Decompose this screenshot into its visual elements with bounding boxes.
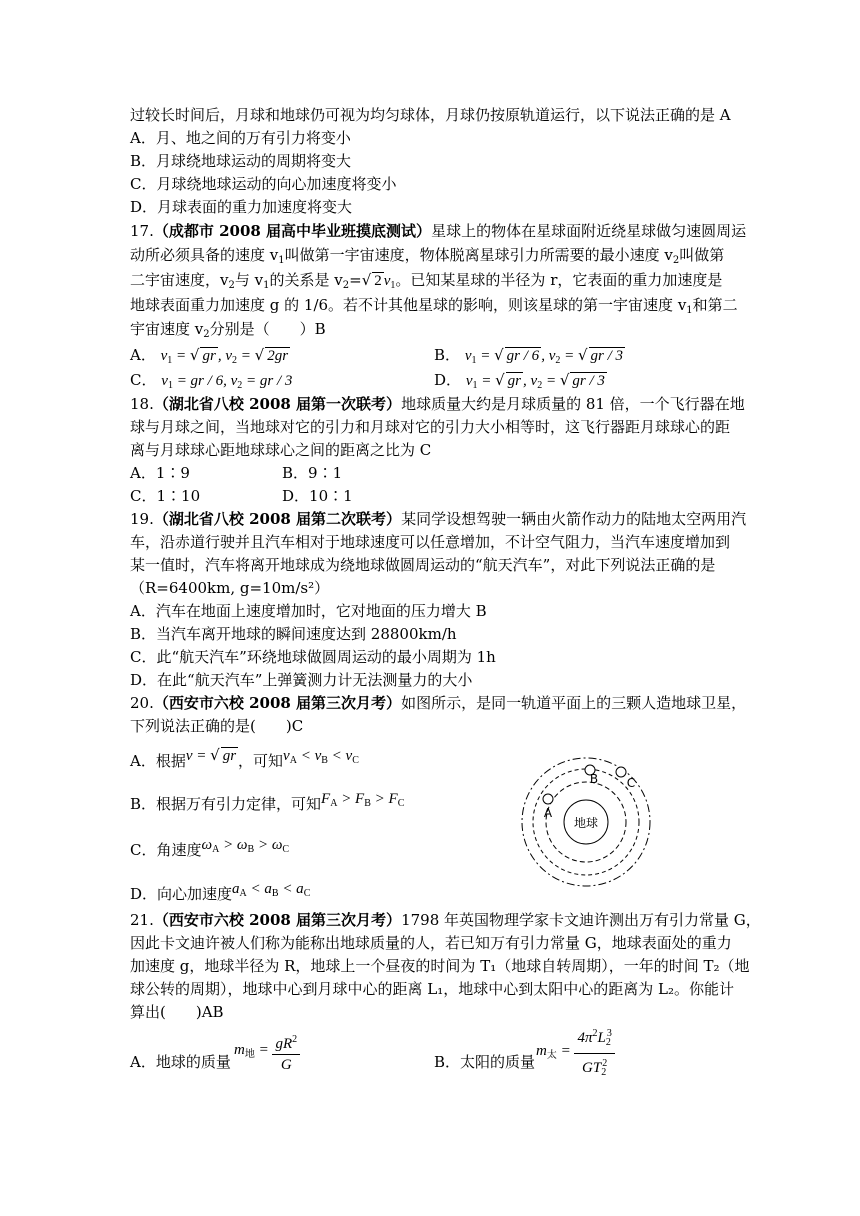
q17-option-c: C． $v_1$ = gr / 6, $v_2$ = gr / 3 [130,371,293,391]
q18-line-2: 球与月球之间，当地球对它的引力和月球对它的引力大小相等时，这飞行器距月球球心的距 [130,418,731,436]
q16-option-a: A．月、地之间的万有引力将变小 [130,129,351,147]
q20-source: （西安市六校 2008 届第三次月考） [153,694,402,712]
q21-option-b: B．太阳的质量 [434,1053,536,1071]
q18-option-d: D．10∶1 [282,487,353,505]
q18-option-b: B．9∶1 [282,464,343,482]
q19-option-b: B．当汽车离开地球的瞬间速度达到 28800km/h [130,625,457,643]
q20-option-a: A．根据v = √ gr ，可知$v_A < v_B < v_C$ [130,746,359,770]
q17-option-d: D． $v_1$ = √ gr , $v_2$ = √ gr / 3 [434,371,605,391]
q20-line-2: 下列说法正确的是( )C [130,717,304,735]
q21-line-2: 因此卡文迪许被人们称为能称出地球质量的人，若已知万有引力常量 G，地球表面处的重力 [130,934,732,952]
q20-option-d: D．向心加速度$a_A < a_B < a_C$ [130,881,311,903]
q17-line-3: 二宇宙速度，$v_2$与 $v_1$的关系是 $v_2=√$ 2 $v_1$。已知某星球的半径为 r，它表面的重力加速度是 [130,271,723,291]
q21-source: （西安市六校 2008 届第三次月考） [153,911,402,929]
q17-line-1 [130,220,746,242]
satellite-c-label: C [626,776,636,790]
q17-number: 17. [130,222,154,240]
q18-source: （湖北省八校 2008 届第一次联考） [153,395,402,413]
q18-line-3: 离与月球球心距地球球心之间的距离之比为 C [130,441,432,459]
q19-source: （湖北省八校 2008 届第二次联考） [153,510,402,528]
satellite-orbit-diagram [510,752,660,902]
satellite-a-label: A [543,806,553,820]
q18-line-1: 18.（湖北省八校 2008 届第一次联考）地球质量大约是月球质量的 81 倍，一个飞行器在地 [130,395,745,413]
q20-option-c: C．角速度$\omega_A > \omega_B > \omega_C$ [130,837,290,859]
q18-option-a: A．1∶9 [130,464,190,482]
q17-line-4: 地球表面重力加速度 g 的 1/6。若不计其他星球的影响，则该星球的第一宇宙速度 $v_1$和第二 [130,296,738,316]
q16-option-d: D．月球表面的重力加速度将变大 [130,198,353,216]
q17-option-b: B． $v_1$ = √ gr / 6 , $v_2$ = √ gr / 3 [434,346,624,366]
q17-line-2: 动所必须具备的速度 $v_1$叫做第一宇宙速度，物体脱离星球引力所需要的最小速度 $v_2$叫做第 [130,246,725,266]
q17-source: （成都市 2008 届高中毕业班摸底测试） [153,222,432,240]
q21-line-3: 加速度 g，地球半径为 R，地球上一个昼夜的时间为 T₁（地球自转周期），一年的时间 T₂（地 [130,957,750,975]
q19-line-3: 某一值时，汽车将离开地球成为绕地球做圆周运动的“航天汽车”，对此下列说法正确的是 [130,556,716,574]
satellite-b-label: B [589,772,599,786]
q16-option-c: C．月球绕地球运动的向心加速度将变小 [130,175,397,193]
q18-option-c: C．1∶10 [130,487,201,505]
q19-option-c: C．此“航天汽车”环绕地球做圆周运动的最小周期为 1h [130,648,496,666]
q16-tail-text: 过较长时间后，月球和地球仍可视为均匀球体，月球仍按原轨道运行，以下说法正确的是 A [130,106,731,124]
q19-line-1: 19.（湖北省八校 2008 届第二次联考）某同学设想驾驶一辆由火箭作动力的陆地太空两用汽 [130,510,747,528]
q19-line-4: （R=6400km, g=10m/s²） [130,579,330,597]
q17-option-a: A． $v_1$ = √ gr , $v_2$ = √ 2gr [130,346,289,366]
earth-label: 地球 [573,816,599,830]
q21-line-1: 21.（西安市六校 2008 届第三次月考）1798 年英国物理学家卡文迪许测出万有引力常量 G， [130,911,761,929]
q20-option-b: B．根据万有引力定律，可知$F_A > F_B > F_C$ [130,791,405,813]
q17-text-1: 星球上的物体在星球面附近绕星球做匀速圆周运 [431,222,747,240]
q20-line-1: 20.（西安市六校 2008 届第三次月考）如图所示，是同一轨道平面上的三颗人造地球卫星， [130,694,747,712]
q21-line-4: 球公转的周期），地球中心到月球中心的距离 L₁，地球中心到太阳中心的距离为 L₂。你能计 [130,980,734,998]
q16-option-b: B．月球绕地球运动的周期将变大 [130,152,352,170]
satellite-c [616,767,626,777]
q19-option-d: D．在此“航天汽车”上弹簧测力计无法测量力的大小 [130,671,473,689]
q19-line-2: 车，沿赤道行驶并且汽车相对于地球速度可以任意增加，不计空气阻力，当汽车速度增加到 [130,533,731,551]
q17-relation-formula: √ 2 $v_1$ [361,271,396,291]
q17-line-5: 宇宙速度 $v_2$分别是（ ）B [130,320,326,340]
q19-option-a: A．汽车在地面上速度增加时，它对地面的压力增大 B [130,602,487,620]
q21-option-b-formula: $m_太$ = $\frac{4\pi^2L_2^3}{GT_2^2}$ [536,1024,615,1083]
q21-option-a: A．地球的质量 [130,1053,231,1071]
q21-option-a-formula: $m_地$ = $\frac{gR^2}{G}$ [234,1030,300,1075]
satellite-a [543,794,553,804]
q21-line-5: 算出( )AB [130,1003,224,1021]
